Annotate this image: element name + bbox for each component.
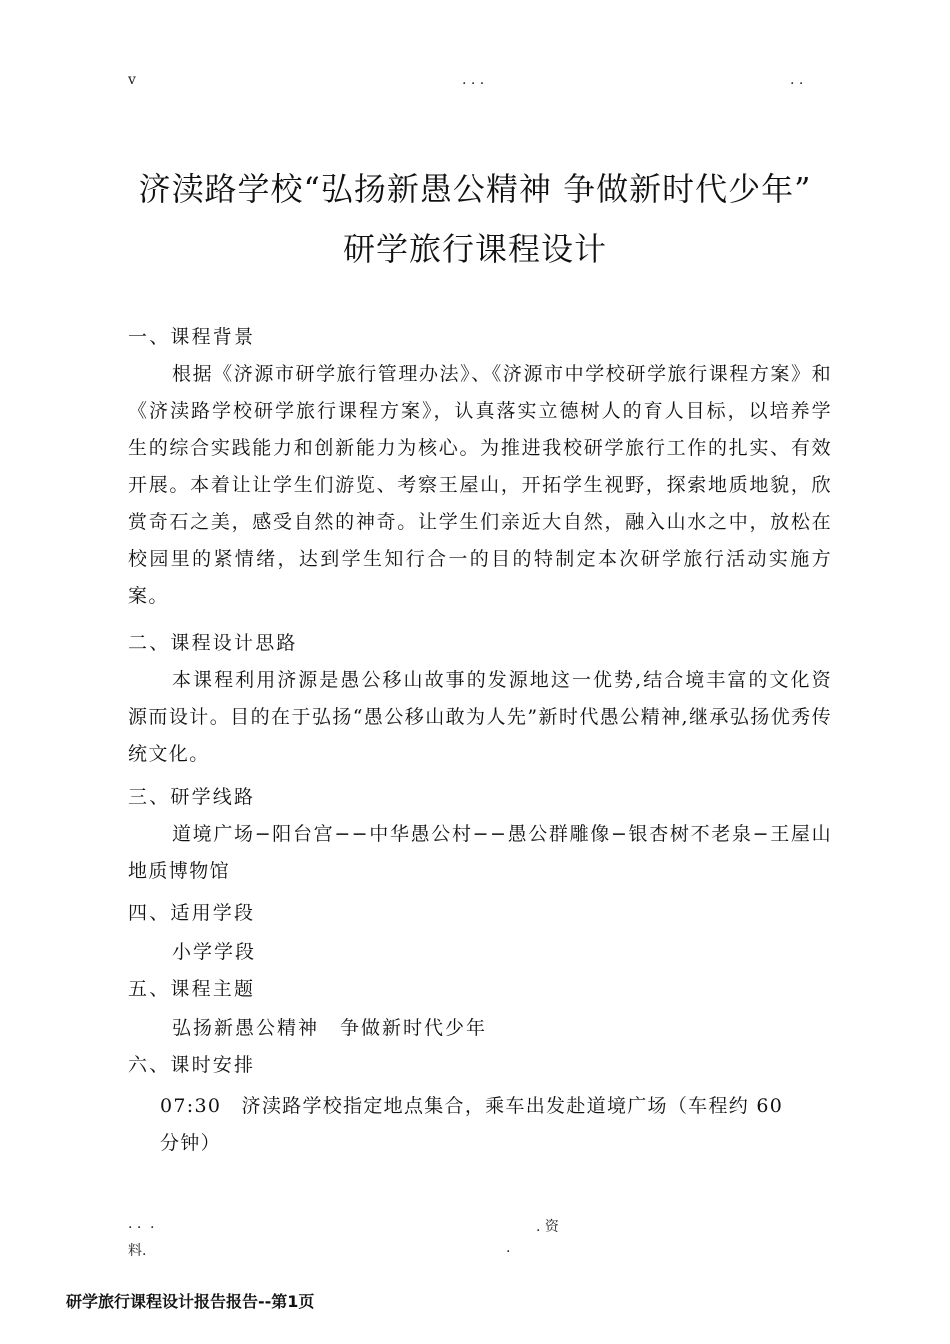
section-text-background: 根据《济源市研学旅行管理办法》、《济源市中学校研学旅行课程方案》和《济渎路学校研学旅行课程方案》，认真落实立德树人的育人目标，以培养学生的综合实践能力和创新能力为核心。为推进我校研学旅行工作的扎实、有效开展。本着让让学生们游览、考察王屋山，开拓学生视野，探索地质地貌，欣赏奇石之美，感受自然的神奇。让学生们亲近大自然，融入山水之中，放松在校园里的紧情绪，达到学生知行合一的目的特制定本次研学旅行活动实施方案。 [128,363,832,607]
section-heading-design: 二、课程设计思路 [128,632,298,654]
page-label: 研学旅行课程设计报告报告--第1页 [66,1292,315,1311]
schedule-line-2: 分钟） [160,1132,221,1154]
header-center-mark: . . . [462,72,485,88]
footer-center-text: . 资 [536,1219,559,1235]
section-heading-theme: 五、课程主题 [128,978,256,1000]
section-text-grade: 小学学段 [172,941,257,963]
schedule-line-1: 07:30 济渎路学校指定地点集合，乘车出发赴道境广场（车程约 60 [160,1095,784,1117]
section-text-theme: 弘扬新愚公精神 争做新时代少年 [172,1017,488,1039]
section-heading-schedule: 六、课时安排 [128,1054,256,1076]
section-heading-route: 三、研学线路 [128,786,256,808]
footer-left-dots: . . [128,1216,142,1232]
section-text-design: 本课程利用济源是愚公移山故事的发源地这一优势,结合境丰富的文化资源而设计。目的在于弘扬“愚公移山敢为人先”新时代愚公精神,继承弘扬优秀传统文化。 [128,669,832,765]
footer-line2-dot: . [506,1240,511,1256]
header-left-mark: v [128,72,136,88]
document-title-line2: 研学旅行课程设计 [342,230,607,268]
footer-line2: 料. [128,1243,147,1259]
header-right-mark: . . [790,72,804,88]
section-text-route: 道境广场−阳台宫−−中华愚公村−−愚公群雕像−银杏树不老泉−王屋山地质博物馆 [128,823,832,882]
section-heading-grade: 四、适用学段 [128,902,256,924]
section-heading-background: 一、课程背景 [128,326,256,348]
footer-left-dot: . [150,1216,155,1232]
document-title-line1: 济渎路学校“弘扬新愚公精神 争做新时代少年” [138,170,812,208]
